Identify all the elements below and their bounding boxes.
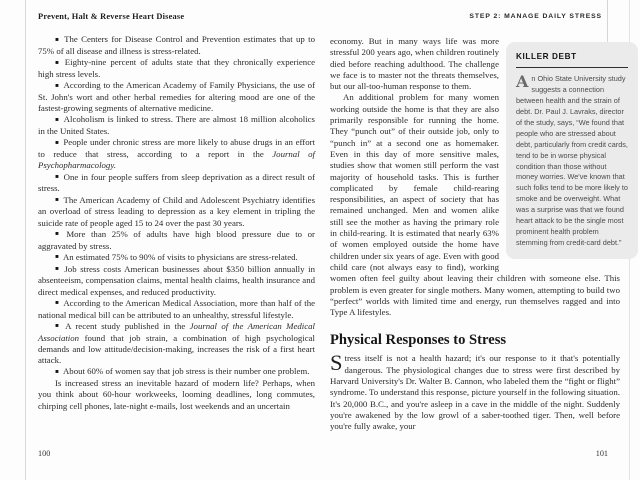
right-running-header: STEP 2: MANAGE DAILY STRESS [469, 13, 602, 20]
bullet-point [38, 114, 315, 137]
sidebar-dropcap: A [516, 72, 529, 92]
killer-debt-sidebar [506, 42, 638, 259]
bullet-point [38, 172, 315, 195]
bullet-square-icon: ▪ [55, 323, 62, 330]
bullet-text: Alcoholism is linked to stress. There are almost 18 million alcoholics in the United States. [38, 114, 315, 136]
bullet-text: A recent study published in the Journal of the American Medical Association found that job strain, a combination of high psychological demands and low attitude/decision-making, increases the risk of a first heart attack. [38, 320, 315, 365]
paragraph-economy: economy. But in many ways life was more stressful 200 years ago, when children routinely died before reaching adulthood. The challenge we face is to master not the threats themselves, but our all-too-human response to them. [330, 36, 499, 92]
bullet-square-icon: ▪ [55, 116, 60, 123]
bullet-square-icon: ▪ [55, 82, 60, 89]
paragraph-stress-response [330, 350, 620, 432]
sidebar-title: KILLER DEBT [516, 51, 628, 68]
bullet-square-icon: ▪ [55, 368, 59, 375]
bullet-text: The Centers for Disease Control and Prevention estimates that up to 75% of all disease and illness is stress-related. [38, 34, 315, 56]
bullet-text: Eighty-nine percent of adults state that they chronically experience high stress levels. [38, 57, 315, 79]
bullet-text: According to the American Medical Association, more than half of the national medical bill can be attributed to an unhealthy, stressful lifestyle. [38, 297, 315, 320]
bullet-point [38, 80, 315, 114]
bullet-point [38, 34, 315, 57]
paragraph-additional-problem: An additional problem for many women working outside the home is that they are also primarily responsible for running the home. They “punch out” of their outside job, only to “punch in” at a second one as homemaker. Even in this day of more sensitive males, studies show that women still perform the vast majority of household tasks. This is further complicated by female child-rearing responsibilities, an aspect of society that has remained unchanged. Men and women alike still see the mother as having the primary role in child-rearing. It is estimated that nearly 63% of women employed outside the home have children under six years of age. Even with good child care (not always easy to find), working women often feel guilty about leaving their children with someone else. This problem is even greater for single mothers. Many women, attempting to build two “perfect” worlds with limited time and energy, run themselves ragged and into Type A lifestyles. [330, 92, 620, 318]
bullet-point [38, 366, 315, 378]
left-page-number: 100 [38, 449, 51, 458]
bullet-point [38, 137, 315, 171]
bullet-text: About 60% of women say that job stress is their number one problem. [62, 366, 310, 377]
closing-paragraph: Is increased stress an inevitable hazard of modern life? Perhaps, when you think about 60-hour workweeks, looming deadlines, long commutes, chirping cell phones, late-night e-mails, lost weekends and an uncertain [38, 378, 315, 411]
bullet-text: According to the American Academy of Family Physicians, the use of St. John's wort and other herbal remedies for altering mood are one of the fastest-growing segments of alternative medicine. [38, 80, 315, 113]
stress-body-text: tress itself is not a health hazard; it's our response to it that's potentially dangerous. The physiological changes due to stress were first described by Harvard University's Dr. Walter B. Cannon, who labeled them the “fight or flight” syndrome. To understand this response, picture yourself in the following situation. It's 20,000 B.C., and you're asleep in a cave in the middle of the night. Suddenly you're awakened by the low growl of a saber-toothed tiger. Then, well before you're fully awake, your [330, 353, 620, 432]
bullet-square-icon: ▪ [55, 254, 59, 261]
left-page-body [38, 34, 315, 412]
bullet-text: One in four people suffers from sleep deprivation as a direct result of stress. [38, 171, 315, 194]
bullet-point [38, 321, 315, 367]
bullet-square-icon: ▪ [55, 231, 63, 238]
bullet-text: The American Academy of Child and Adolescent Psychiatry identifies an overload of stress leading to depression as a key element in tripling the suicide rate of people aged 15 to 24 over the past 30 years. [38, 194, 315, 228]
sidebar-body-text: n Ohio State University study suggests a connection between health and the strain of debt. Dr. Paul J. Lavraks, director of the study, says, “We found that people who are stressed about debt, particularly from credit cards, tend to be in worse physical condition than those without money worries. We've known that such folks tend to be more likely to smoke and be overweight. What was a surprise was that we found heart attack to be the single most prominent health problem stemming from credit-card debt.” [516, 74, 628, 247]
bullet-list [38, 34, 315, 378]
bullet-point [38, 57, 315, 80]
bullet-point [38, 229, 315, 252]
bullet-text: An estimated 75% to 90% of visits to physicians are stress-related. [62, 251, 298, 262]
bullet-point [38, 252, 315, 264]
bullet-point [38, 298, 315, 321]
bullet-text: Job stress costs American businesses about $350 billion annually in absenteeism, compensation claims, mental health claims, health insurance and direct medical expenses, and reduced productivity. [38, 263, 315, 297]
bullet-square-icon: ▪ [55, 174, 60, 180]
bullet-text: People under chronic stress are more likely to abuse drugs in an effort to reduce that stress, according to a report in the Journal of Psychopharmacology. [38, 137, 315, 171]
bullet-square-icon: ▪ [55, 197, 60, 203]
bullet-square-icon: ▪ [55, 300, 60, 307]
bullet-square-icon: ▪ [55, 139, 60, 146]
section-heading: Physical Responses to Stress [330, 332, 507, 349]
bullet-square-icon: ▪ [55, 266, 61, 272]
page-edge-left [25, 0, 26, 480]
right-page-number: 101 [595, 449, 608, 458]
bullet-point [38, 264, 315, 298]
sidebar-text [516, 74, 628, 249]
left-running-header: Prevent, Halt & Reverse Heart Disease [38, 12, 185, 21]
dropcap-s: S [330, 350, 343, 376]
bullet-square-icon: ▪ [55, 59, 61, 66]
bullet-square-icon: ▪ [55, 36, 61, 43]
right-page-body [330, 36, 638, 433]
bullet-point [38, 195, 315, 229]
bullet-text: More than 25% of adults have high blood pressure due to or aggravated by stress. [38, 228, 315, 251]
